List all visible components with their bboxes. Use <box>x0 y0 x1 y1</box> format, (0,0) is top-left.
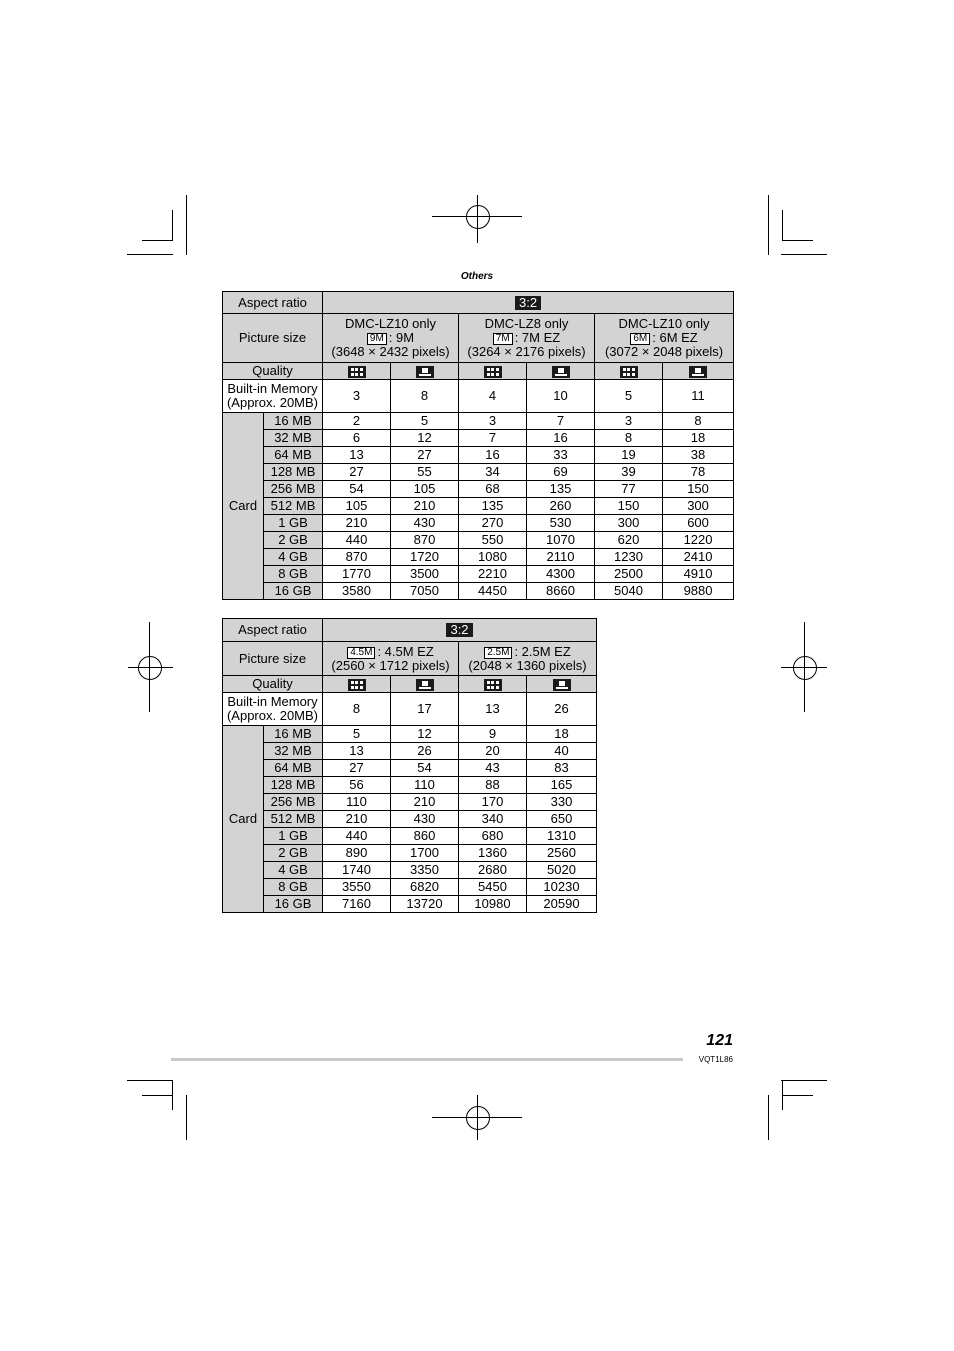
built-in-memory-line2: (Approx. 20MB) <box>226 708 319 723</box>
built-in-memory-value: 17 <box>391 693 459 726</box>
picture-size-col-2 <box>459 314 595 363</box>
picture-count: 4910 <box>663 566 734 583</box>
card-capacity: 256 MB <box>264 481 323 498</box>
quality-cell <box>391 363 459 380</box>
fine-quality-icon <box>348 679 366 691</box>
picture-count: 210 <box>323 515 391 532</box>
picture-size-col-1 <box>323 314 459 363</box>
picture-count: 16 <box>527 430 595 447</box>
picture-count: 27 <box>323 464 391 481</box>
quality-label: Quality <box>223 676 323 693</box>
picture-count: 1360 <box>459 845 527 862</box>
picture-count: 3 <box>595 413 663 430</box>
card-capacity: 16 GB <box>264 583 323 600</box>
card-capacity: 64 MB <box>264 760 323 777</box>
aspect-ratio-label: Aspect ratio <box>223 619 323 642</box>
aspect-ratio-value <box>323 292 734 314</box>
picture-count: 3550 <box>323 879 391 896</box>
recording-capacity-table-1 <box>222 291 734 600</box>
ratio-badge: 3:2 <box>446 623 472 637</box>
table-row <box>223 896 597 913</box>
picture-count: 69 <box>527 464 595 481</box>
fine-quality-icon <box>620 366 638 378</box>
picture-count: 26 <box>391 743 459 760</box>
table-row <box>223 481 734 498</box>
aspect-ratio-value <box>323 619 597 642</box>
picture-count: 550 <box>459 532 527 549</box>
picture-count: 1770 <box>323 566 391 583</box>
picture-count: 3 <box>459 413 527 430</box>
picture-count: 2560 <box>527 845 597 862</box>
picture-count: 300 <box>595 515 663 532</box>
picture-count: 1740 <box>323 862 391 879</box>
quality-cell <box>663 363 734 380</box>
table-row <box>223 760 597 777</box>
card-capacity: 512 MB <box>264 498 323 515</box>
picture-count: 27 <box>323 760 391 777</box>
quality-cell <box>595 363 663 380</box>
picture-count: 27 <box>391 447 459 464</box>
picture-count: 1720 <box>391 549 459 566</box>
quality-cell <box>527 676 597 693</box>
picture-count: 440 <box>323 532 391 549</box>
table-row <box>223 532 734 549</box>
table-row <box>223 743 597 760</box>
table-row <box>223 566 734 583</box>
picture-count: 20590 <box>527 896 597 913</box>
picture-count: 300 <box>663 498 734 515</box>
card-capacity: 2 GB <box>264 532 323 549</box>
picture-count: 68 <box>459 481 527 498</box>
card-capacity: 32 MB <box>264 743 323 760</box>
picture-count: 1220 <box>663 532 734 549</box>
picture-count: 870 <box>391 532 459 549</box>
picture-count: 8 <box>595 430 663 447</box>
picture-count: 2210 <box>459 566 527 583</box>
picture-count: 9 <box>459 726 527 743</box>
picture-count: 890 <box>323 845 391 862</box>
picture-count: 260 <box>527 498 595 515</box>
fine-quality-icon <box>484 679 502 691</box>
picture-count: 8 <box>663 413 734 430</box>
picture-count: 5450 <box>459 879 527 896</box>
page-number: 121 <box>706 1032 733 1049</box>
picture-count: 105 <box>391 481 459 498</box>
aspect-ratio-label: Aspect ratio <box>223 292 323 314</box>
picture-count: 650 <box>527 811 597 828</box>
pixel-dimensions: (3648 × 2432 pixels) <box>331 344 450 359</box>
picture-count: 1700 <box>391 845 459 862</box>
section-title: Others <box>460 271 494 282</box>
quality-cell <box>323 363 391 380</box>
document-code: VQT1L86 <box>698 1055 733 1064</box>
card-capacity: 16 GB <box>264 896 323 913</box>
picture-size-label: Picture size <box>223 642 323 676</box>
card-capacity: 4 GB <box>264 862 323 879</box>
card-capacity: 2 GB <box>264 845 323 862</box>
picture-count: 5020 <box>527 862 597 879</box>
built-in-memory-line1: Built-in Memory <box>227 381 318 396</box>
picture-count: 105 <box>323 498 391 515</box>
card-capacity: 256 MB <box>264 794 323 811</box>
card-capacity: 1 GB <box>264 828 323 845</box>
table-row <box>223 413 734 430</box>
card-label: Card <box>223 413 264 600</box>
picture-count: 77 <box>595 481 663 498</box>
standard-quality-icon <box>416 679 434 691</box>
quality-cell <box>459 363 527 380</box>
picture-count: 7 <box>459 430 527 447</box>
picture-count: 110 <box>391 777 459 794</box>
picture-count: 4450 <box>459 583 527 600</box>
picture-count: 680 <box>459 828 527 845</box>
picture-count: 165 <box>527 777 597 794</box>
picture-count: 430 <box>391 811 459 828</box>
built-in-memory-value: 3 <box>323 380 391 413</box>
card-capacity: 128 MB <box>264 464 323 481</box>
picture-count: 8660 <box>527 583 595 600</box>
standard-quality-icon <box>553 679 571 691</box>
built-in-memory-value: 8 <box>323 693 391 726</box>
picture-count: 330 <box>527 794 597 811</box>
model-note: DMC-LZ10 only <box>344 316 437 331</box>
picture-count: 7 <box>527 413 595 430</box>
quality-label: Quality <box>223 363 323 380</box>
footer-rule <box>171 1058 683 1061</box>
picture-count: 530 <box>527 515 595 532</box>
picture-count: 56 <box>323 777 391 794</box>
picture-count: 600 <box>663 515 734 532</box>
built-in-memory-label <box>223 380 323 413</box>
picture-count: 620 <box>595 532 663 549</box>
picture-count: 150 <box>663 481 734 498</box>
picture-size-col-1 <box>323 642 459 676</box>
table-row <box>223 828 597 845</box>
quality-cell <box>323 676 391 693</box>
table-row <box>223 447 734 464</box>
picture-count: 16 <box>459 447 527 464</box>
picture-size-icon: 4.5M <box>347 647 375 659</box>
card-capacity: 8 GB <box>264 566 323 583</box>
built-in-memory-value: 8 <box>391 380 459 413</box>
picture-count: 54 <box>391 760 459 777</box>
standard-quality-icon <box>552 366 570 378</box>
picture-size-value: : 6M EZ <box>652 330 698 345</box>
picture-count: 12 <box>391 430 459 447</box>
table-row <box>223 515 734 532</box>
picture-count: 270 <box>459 515 527 532</box>
picture-count: 860 <box>391 828 459 845</box>
model-note: DMC-LZ8 only <box>484 316 569 331</box>
picture-count: 5 <box>323 726 391 743</box>
table-row <box>223 464 734 481</box>
built-in-memory-value: 26 <box>527 693 597 726</box>
quality-cell <box>459 676 527 693</box>
picture-size-value: : 2.5M EZ <box>514 643 571 659</box>
picture-count: 440 <box>323 828 391 845</box>
fine-quality-icon <box>348 366 366 378</box>
picture-count: 5040 <box>595 583 663 600</box>
picture-count: 6820 <box>391 879 459 896</box>
picture-count: 210 <box>323 811 391 828</box>
card-capacity: 16 MB <box>264 726 323 743</box>
picture-count: 34 <box>459 464 527 481</box>
built-in-memory-value: 11 <box>663 380 734 413</box>
picture-count: 13720 <box>391 896 459 913</box>
picture-count: 43 <box>459 760 527 777</box>
built-in-memory-label <box>223 693 323 726</box>
picture-count: 7050 <box>391 583 459 600</box>
picture-count: 19 <box>595 447 663 464</box>
picture-count: 33 <box>527 447 595 464</box>
table-row <box>223 726 597 743</box>
picture-size-label: Picture size <box>223 314 323 363</box>
picture-size-col-2 <box>459 642 597 676</box>
card-label: Card <box>223 726 264 913</box>
picture-count: 10230 <box>527 879 597 896</box>
picture-count: 38 <box>663 447 734 464</box>
picture-size-icon: 7M <box>493 333 513 345</box>
pixel-dimensions: (3264 × 2176 pixels) <box>467 344 586 359</box>
card-capacity: 4 GB <box>264 549 323 566</box>
picture-count: 150 <box>595 498 663 515</box>
table-row <box>223 498 734 515</box>
standard-quality-icon <box>416 366 434 378</box>
picture-count: 88 <box>459 777 527 794</box>
model-note: DMC-LZ10 only <box>618 316 710 331</box>
table-row <box>223 794 597 811</box>
picture-count: 210 <box>391 498 459 515</box>
picture-count: 6 <box>323 430 391 447</box>
built-in-memory-value: 4 <box>459 380 527 413</box>
card-capacity: 16 MB <box>264 413 323 430</box>
picture-size-col-3 <box>595 314 734 363</box>
picture-count: 2 <box>323 413 391 430</box>
picture-count: 18 <box>663 430 734 447</box>
picture-count: 2110 <box>527 549 595 566</box>
pixel-dimensions: (2560 × 1712 pixels) <box>331 657 450 673</box>
standard-quality-icon <box>689 366 707 378</box>
picture-count: 55 <box>391 464 459 481</box>
picture-count: 13 <box>323 447 391 464</box>
picture-count: 20 <box>459 743 527 760</box>
table-row <box>223 862 597 879</box>
card-capacity: 8 GB <box>264 879 323 896</box>
picture-size-icon: 6M <box>630 333 650 345</box>
picture-count: 2500 <box>595 566 663 583</box>
picture-count: 9880 <box>663 583 734 600</box>
picture-count: 135 <box>527 481 595 498</box>
picture-count: 83 <box>527 760 597 777</box>
picture-count: 135 <box>459 498 527 515</box>
picture-count: 1310 <box>527 828 597 845</box>
picture-count: 3350 <box>391 862 459 879</box>
table-row <box>223 879 597 896</box>
quality-cell <box>391 676 459 693</box>
picture-count: 10980 <box>459 896 527 913</box>
picture-count: 40 <box>527 743 597 760</box>
picture-count: 3500 <box>391 566 459 583</box>
picture-count: 4300 <box>527 566 595 583</box>
table-row <box>223 777 597 794</box>
picture-count: 340 <box>459 811 527 828</box>
pixel-dimensions: (2048 × 1360 pixels) <box>468 657 587 673</box>
built-in-memory-line1: Built-in Memory <box>227 694 318 709</box>
picture-count: 54 <box>323 481 391 498</box>
picture-count: 18 <box>527 726 597 743</box>
picture-size-icon: 2.5M <box>484 647 512 659</box>
card-capacity: 64 MB <box>264 447 323 464</box>
table-row <box>223 583 734 600</box>
built-in-memory-value: 10 <box>527 380 595 413</box>
picture-count: 430 <box>391 515 459 532</box>
picture-count: 110 <box>323 794 391 811</box>
built-in-memory-value: 13 <box>459 693 527 726</box>
built-in-memory-value: 5 <box>595 380 663 413</box>
table-row <box>223 549 734 566</box>
card-capacity: 1 GB <box>264 515 323 532</box>
picture-count: 7160 <box>323 896 391 913</box>
fine-quality-icon <box>484 366 502 378</box>
picture-count: 5 <box>391 413 459 430</box>
picture-count: 1080 <box>459 549 527 566</box>
picture-count: 210 <box>391 794 459 811</box>
table-row <box>223 430 734 447</box>
card-capacity: 32 MB <box>264 430 323 447</box>
card-capacity: 128 MB <box>264 777 323 794</box>
card-capacity: 512 MB <box>264 811 323 828</box>
picture-count: 170 <box>459 794 527 811</box>
pixel-dimensions: (3072 × 2048 pixels) <box>604 344 724 359</box>
picture-count: 78 <box>663 464 734 481</box>
picture-count: 2410 <box>663 549 734 566</box>
picture-size-value: : 7M EZ <box>514 330 561 345</box>
table-row <box>223 845 597 862</box>
picture-count: 1070 <box>527 532 595 549</box>
recording-capacity-table-2 <box>222 618 597 913</box>
picture-count: 39 <box>595 464 663 481</box>
picture-size-value: : 4.5M EZ <box>377 643 434 659</box>
picture-count: 870 <box>323 549 391 566</box>
picture-count: 2680 <box>459 862 527 879</box>
picture-count: 12 <box>391 726 459 743</box>
ratio-badge: 3:2 <box>515 296 541 310</box>
picture-size-icon: 9M <box>367 333 387 345</box>
picture-count: 1230 <box>595 549 663 566</box>
picture-size-value: : 9M <box>388 330 415 345</box>
table-row <box>223 811 597 828</box>
picture-count: 3580 <box>323 583 391 600</box>
built-in-memory-line2: (Approx. 20MB) <box>226 395 319 410</box>
quality-cell <box>527 363 595 380</box>
picture-count: 13 <box>323 743 391 760</box>
